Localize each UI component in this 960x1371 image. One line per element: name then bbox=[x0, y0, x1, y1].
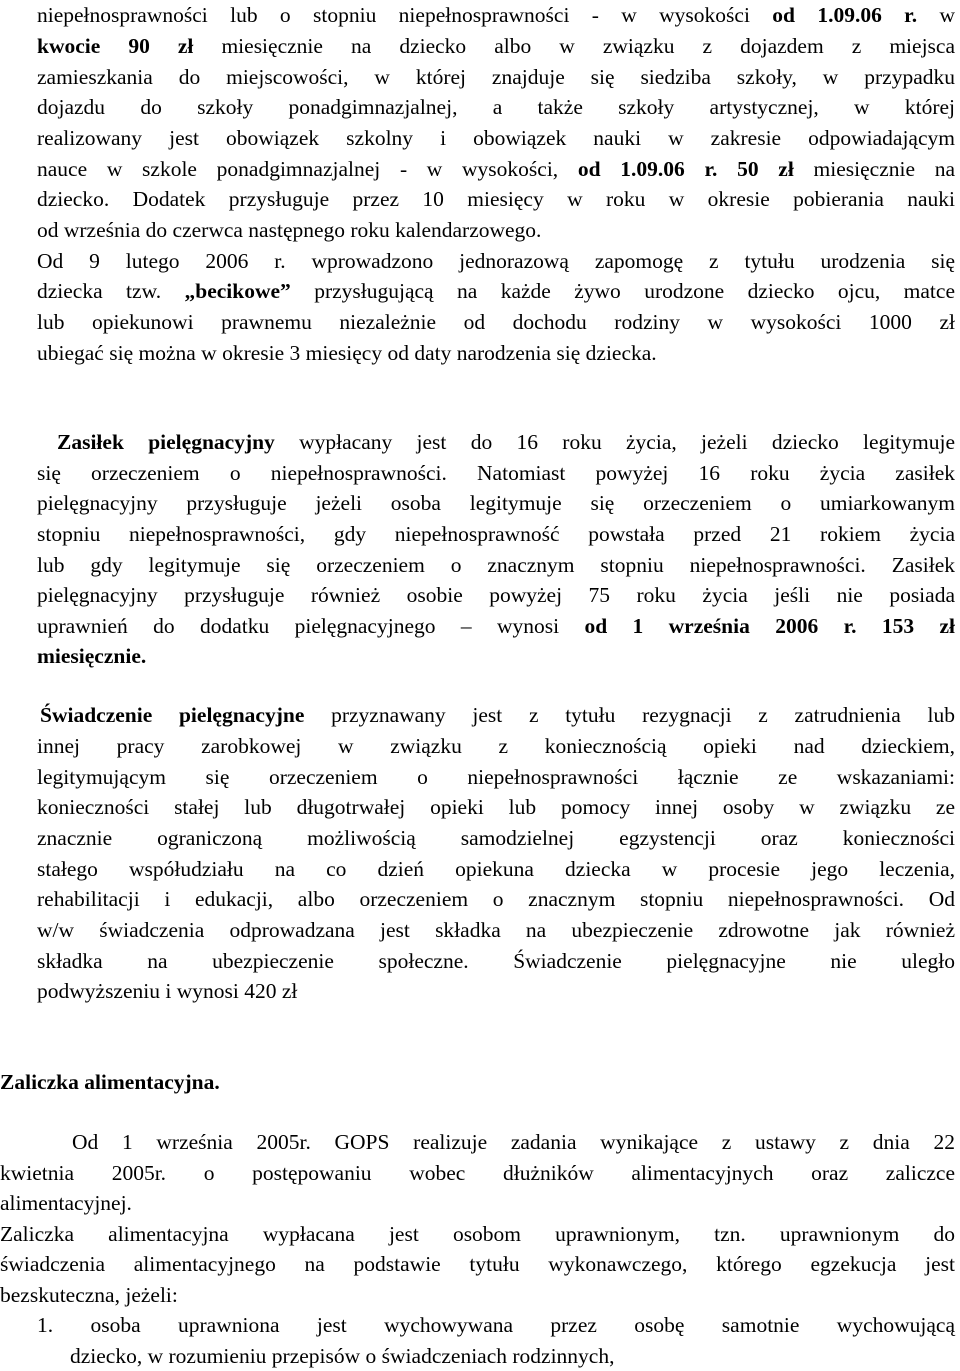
zasilek-line bbox=[37, 458, 955, 488]
zaliczka-line bbox=[0, 1219, 955, 1249]
zasilek-line bbox=[37, 519, 955, 549]
text-segment: Zaliczka alimentacyjna wypłacana jest osobom uprawnionym, tzn. uprawnionym do bbox=[0, 1222, 955, 1246]
text-segment: przyznawany jest z tytułu rezygnacji z zatrudnienia lub bbox=[304, 703, 955, 727]
text-segment: świadczenia alimentacyjnego na podstawie tytułu wykonawczego, którego egzekucja jest bbox=[0, 1252, 955, 1276]
zaliczka-line bbox=[0, 1280, 178, 1310]
zaliczka-line bbox=[0, 1158, 955, 1188]
swiadczenie-line bbox=[37, 762, 955, 792]
text-segment: podwyższeniu i wynosi 420 zł bbox=[37, 979, 298, 1003]
swiadczenie-line bbox=[37, 731, 955, 761]
text-segment: realizowany jest obowiązek szkolny i obowiązek nauki w zakresie odpowiadającym bbox=[37, 126, 955, 150]
swiadczenie-line bbox=[37, 976, 297, 1006]
swiadczenie-line bbox=[37, 884, 955, 914]
text-segment: stałego współudziału na co dzień opiekuna dziecka w procesie jego leczenia, bbox=[37, 857, 955, 881]
swiadczenie-line bbox=[40, 700, 955, 730]
swiadczenie-line bbox=[37, 915, 955, 945]
zasilek-line bbox=[37, 641, 146, 671]
text-segment: lub opiekunowi prawnemu niezależnie od dochodu rodziny w wysokości 1000 zł bbox=[37, 310, 955, 334]
bold-text: od 1.09.06 r. 50 zł bbox=[577, 157, 794, 181]
zaliczka-line bbox=[0, 1249, 955, 1279]
bold-text: miesięcznie. bbox=[37, 644, 147, 668]
intro-line bbox=[37, 184, 955, 214]
text-segment: stopniu niepełnosprawności, gdy niepełnosprawność powstała przed 21 rokiem życia bbox=[37, 522, 955, 546]
text-segment: dziecko. Dodatek przysługuje przez 10 miesięcy w roku w okresie pobierania nauki bbox=[37, 187, 955, 211]
text-segment: dojazdu do szkoły ponadgimnazjalnej, a także szkoły artystycznej, w której bbox=[37, 95, 955, 119]
zaliczka-line bbox=[0, 1188, 132, 1218]
intro-line bbox=[37, 338, 657, 368]
text-segment: bezskuteczna, jeżeli: bbox=[0, 1283, 178, 1307]
swiadczenie-line bbox=[37, 823, 955, 853]
text-segment: ubiegać się można w okresie 3 miesięcy od daty narodzenia się dziecka. bbox=[37, 341, 657, 365]
intro-line bbox=[37, 246, 955, 276]
text-segment: pielęgnacyjny przysługuje również osobie powyżej 75 roku życia jeśli nie posiada bbox=[37, 583, 955, 607]
intro-line bbox=[37, 276, 955, 306]
text-segment: dziecka tzw. bbox=[37, 279, 185, 303]
text-segment: przysługującą na każde żywo urodzone dziecko ojcu, matce bbox=[290, 279, 955, 303]
list-item bbox=[37, 1310, 955, 1340]
text-segment: pielęgnacyjny przysługuje jeżeli osoba legitymuje się orzeczeniem o umiarkowanym bbox=[37, 491, 955, 515]
bold-text: kwocie 90 zł bbox=[37, 34, 194, 58]
text-segment: zamieszkania do miejscowości, w której znajduje się siedziba szkoły, w przypadku bbox=[37, 65, 955, 89]
zasilek-line bbox=[37, 488, 955, 518]
text-segment: wypłacany jest do 16 roku życia, jeżeli dziecko legitymuje bbox=[274, 430, 955, 454]
text-segment: alimentacyjnej. bbox=[0, 1191, 132, 1215]
text-segment: lub gdy legitymuje się orzeczeniem o znacznym stopniu niepełnosprawności. Zasiłek bbox=[37, 553, 955, 577]
text-segment: od września do czerwca następnego roku kalendarzowego. bbox=[37, 218, 542, 242]
swiadczenie-line bbox=[37, 854, 955, 884]
intro-line bbox=[37, 307, 955, 337]
intro-line bbox=[37, 154, 955, 184]
text-segment: nauce w szkole ponadgimnazjalnej - w wysokości, bbox=[37, 157, 578, 181]
text-segment: niepełnosprawności lub o stopniu niepełnosprawności - w wysokości bbox=[37, 3, 773, 27]
text-segment: Od 9 lutego 2006 r. wprowadzono jednorazową zapomogę z tytułu urodzenia się bbox=[37, 249, 955, 273]
text-segment: w bbox=[917, 3, 955, 27]
intro-line bbox=[37, 62, 955, 92]
text-segment: miesięcznie na dziecko albo w związku z dojazdem z miejsca bbox=[193, 34, 955, 58]
zasilek-line bbox=[37, 580, 955, 610]
bold-text: „becikowe” bbox=[184, 279, 291, 303]
text-segment: się orzeczeniem o niepełnosprawności. Natomiast powyżej 16 roku życia zasiłek bbox=[37, 461, 955, 485]
zasilek-line bbox=[37, 550, 955, 580]
text-segment: miesięcznie na bbox=[793, 157, 955, 181]
swiadczenie-line bbox=[37, 792, 955, 822]
text-segment: konieczności stałej lub długotrwałej opieki lub pomocy innej osoby w związku ze bbox=[37, 795, 955, 819]
text-segment: Od 1 września 2005r. GOPS realizuje zadania wynikające z ustawy z dnia 22 bbox=[72, 1130, 955, 1154]
text-segment: innej pracy zarobkowej w związku z koniecznością opieki nad dzieckiem, bbox=[37, 734, 955, 758]
intro-line bbox=[37, 123, 955, 153]
swiadczenie-line bbox=[37, 946, 955, 976]
zasilek-line bbox=[57, 427, 955, 457]
bold-text: Świadczenie pielęgnacyjne bbox=[40, 703, 305, 727]
text-segment: składka na ubezpieczenie społeczne. Świadczenie pielęgnacyjne nie uległo bbox=[37, 949, 955, 973]
text-segment: 1. osoba uprawniona jest wychowywana przez osobę samotnie wychowującą bbox=[37, 1313, 955, 1337]
text-segment: w/w świadczenia odprowadzana jest składka na ubezpieczenie zdrowotne jak również bbox=[37, 918, 955, 942]
bold-text: od 1 września 2006 r. 153 zł bbox=[584, 614, 956, 638]
intro-line bbox=[37, 0, 955, 30]
intro-line bbox=[37, 215, 541, 245]
text-segment: rehabilitacji i edukacji, albo orzeczeniem o znacznym stopniu niepełnosprawności. Od bbox=[37, 887, 955, 911]
text-segment: znacznie ograniczoną możliwością samodzielnej egzystencji oraz konieczności bbox=[37, 826, 955, 850]
text-segment: legitymującym się orzeczeniem o niepełnosprawności łącznie ze wskazaniami: bbox=[37, 765, 955, 789]
zaliczka-line bbox=[72, 1127, 955, 1157]
text-segment: uprawnień do dodatku pielęgnacyjnego – wynosi bbox=[37, 614, 585, 638]
text-segment: dziecko, w rozumieniu przepisów o świadczeniach rodzinnych, bbox=[70, 1344, 615, 1368]
zaliczka-heading: Zaliczka alimentacyjna. bbox=[0, 1070, 220, 1094]
intro-line bbox=[37, 92, 955, 122]
zasilek-line bbox=[37, 611, 955, 641]
intro-line bbox=[37, 31, 955, 61]
bold-text: Zasiłek pielęgnacyjny bbox=[57, 430, 275, 454]
list-item bbox=[70, 1341, 614, 1371]
bold-text: od 1.09.06 r. bbox=[772, 3, 918, 27]
text-segment: kwietnia 2005r. o postępowaniu wobec dłużników alimentacyjnych oraz zaliczce bbox=[0, 1161, 955, 1185]
